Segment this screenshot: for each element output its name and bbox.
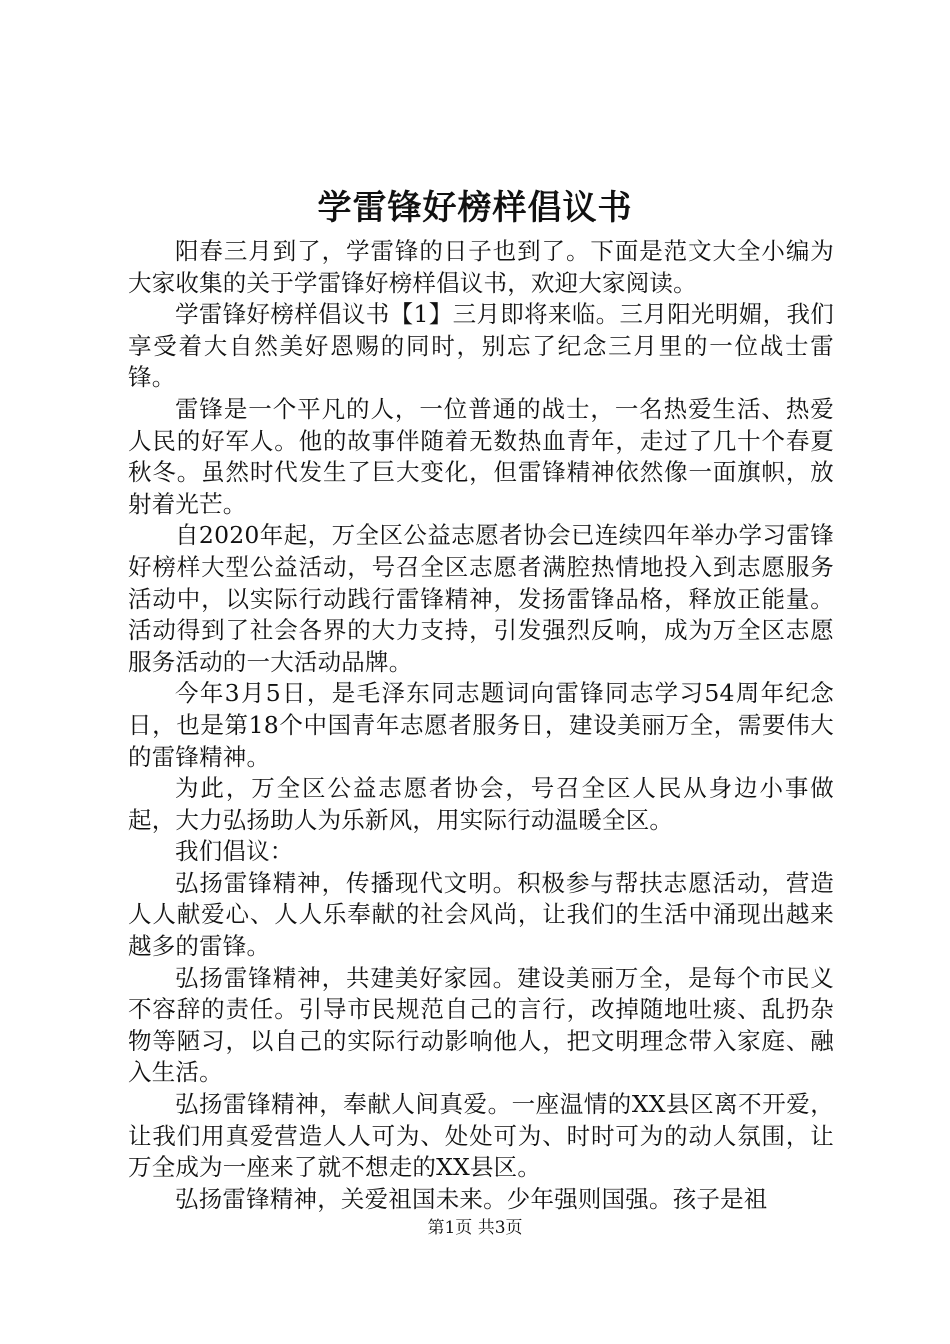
page-number-footer: 第1页 共3页 bbox=[427, 1218, 523, 1238]
document-body bbox=[128, 236, 834, 1215]
paragraph-intro: 阳春三月到了，学雷锋的日子也到了。下面是范文大全小编为大家收集的关于学雷锋好榜样倡议书，欢迎大家阅读。 bbox=[128, 237, 834, 297]
paragraph-2: 雷锋是一个平凡的人，一位普通的战士，一名热爱生活、热爱人民的好军人。他的故事伴随着无数热血青年，走过了几十个春夏秋冬。虽然时代发生了巨大变化，但雷锋精神依然像一面旗帜，放射着光芒。 bbox=[128, 394, 834, 518]
paragraph-1: 学雷锋好榜样倡议书【1】三月即将来临。三月阳光明媚，我们享受着大自然美好恩赐的同时，别忘了纪念三月里的一位战士雷锋。 bbox=[128, 300, 834, 392]
paragraph-proposal-3: 弘扬雷锋精神，奉献人间真爱。一座温情的XX县区离不开爱，让我们用真爱营造人人可为、处处可为、时时可为的动人氛围，让万全成为一座来了就不想走的XX县区。 bbox=[128, 1090, 834, 1182]
paragraph-proposal-4: 弘扬雷锋精神，关爱祖国未来。少年强则国强。孩子是祖 bbox=[175, 1184, 768, 1213]
paragraph-proposal-1: 弘扬雷锋精神，传播现代文明。积极参与帮扶志愿活动，营造人人献爱心、人人乐奉献的社会风尚，让我们的生活中涌现出越来越多的雷锋。 bbox=[128, 868, 834, 961]
page-title: 学雷锋好榜样倡议书 bbox=[317, 188, 633, 228]
paragraph-3: 自2020年起，万全区公益志愿者协会已连续四年举办学习雷锋好榜样大型公益活动，号召全区志愿者满腔热情地投入到志愿服务活动中，以实际行动践行雷锋精神，发扬雷锋品格，释放正能量。活动得到了社会各界的大力支持，引发强烈反响，成为万全区志愿服务活动的一大活动品牌。 bbox=[128, 521, 834, 676]
paragraph-proposal-heading: 我们倡议： bbox=[175, 837, 294, 866]
paragraph-4: 今年3月5日，是毛泽东同志题词向雷锋同志学习54周年纪念日，也是第18个中国青年志愿者服务日，建设美丽万全，需要伟大的雷锋精神。 bbox=[128, 679, 834, 771]
paragraph-proposal-2: 弘扬雷锋精神，共建美好家园。建设美丽万全，是每个市民义不容辞的责任。引导市民规范自己的言行，改掉随地吐痰、乱扔杂物等陋习，以自己的实际行动影响他人，把文明理念带入家庭、融入生活。 bbox=[128, 963, 834, 1087]
paragraph-5: 为此，万全区公益志愿者协会，号召全区人民从身边小事做起，大力弘扬助人为乐新风，用实际行动温暖全区。 bbox=[128, 774, 834, 834]
